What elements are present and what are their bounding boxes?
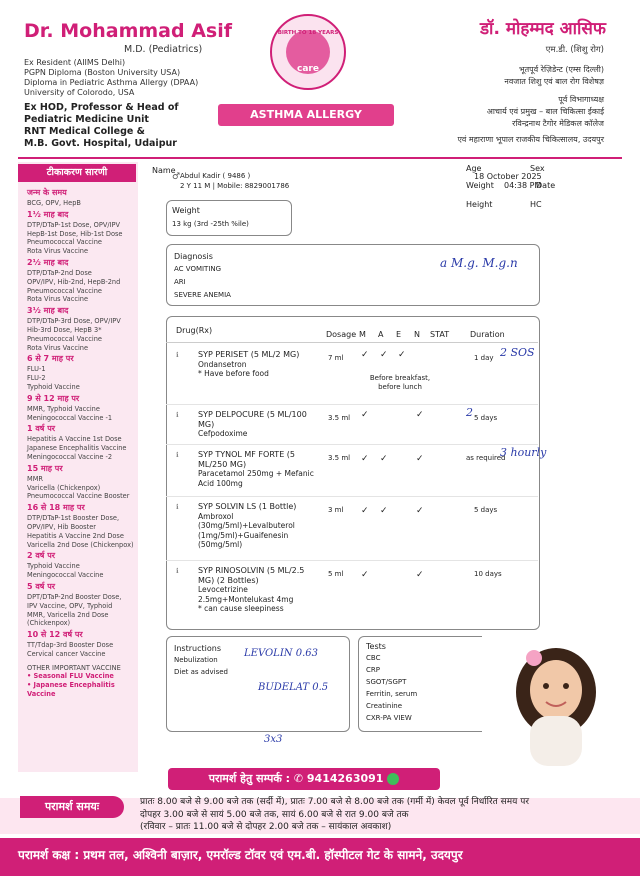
rx-duration: 1 day bbox=[474, 354, 494, 362]
weight-value: 13 kg (3rd -25th %ile) bbox=[172, 220, 249, 228]
rx-drug-detail: Ambroxol bbox=[198, 511, 234, 521]
schedule-item: OPV/IPV, Hib Booster bbox=[27, 522, 96, 531]
schedule-item: OPV/IPV, Hib-2nd, HepB-2nd bbox=[27, 277, 121, 286]
schedule-heading: जन्म के समय bbox=[27, 188, 67, 197]
other-vaccine-heading: OTHER IMPORTANT VACCINE bbox=[27, 663, 121, 672]
rx-item bbox=[198, 566, 314, 614]
schedule-item: DTP/DTaP-1st Booster Dose, bbox=[27, 514, 120, 523]
diagnosis-item: ARI bbox=[174, 278, 186, 286]
rx-dose: 7 ml bbox=[328, 354, 344, 362]
timing-line: प्रातः 8.00 बजे से 9.00 बजे तक (सर्दी में), प्रातः 7.00 बजे से 8.00 बजे तक (गर्मी में) केवल पूर्व निर्धारित समय पर bbox=[140, 797, 530, 807]
test-item: Creatinine bbox=[366, 702, 403, 710]
rx-drug-detail: Paracetamol 250mg + Mefanic bbox=[198, 469, 314, 478]
instructions-label: Instructions bbox=[174, 644, 221, 653]
qual-line: University of Colorodo, USA bbox=[24, 88, 135, 97]
schedule-item: Typhoid Vaccine bbox=[27, 562, 80, 571]
rx-bullet: ℹ bbox=[176, 567, 179, 575]
rx-row-divider bbox=[166, 560, 538, 561]
rx-drug-name: SYP TYNOL MF FORTE (5 ML/250 MG) bbox=[198, 450, 296, 469]
date-label: Date bbox=[536, 181, 556, 190]
schedule-heading: 16 से 18 माह पर bbox=[27, 503, 85, 513]
visit-time: 04:38 PM bbox=[504, 181, 542, 190]
schedule-item: IPV Vaccine, OPV, Typhoid bbox=[27, 601, 113, 610]
check-icon: ✓ bbox=[416, 410, 424, 420]
schedule-item: Hepatitis A Vaccine 2nd Dose bbox=[27, 531, 124, 540]
schedule-item: Meningococcal Vaccine -2 bbox=[27, 452, 113, 461]
rx-duration: as required bbox=[466, 454, 506, 462]
patient-name: Abdul Kadir ( 9486 ) bbox=[180, 172, 251, 180]
rx-item bbox=[198, 450, 314, 488]
hi-line: आचार्य एवं प्रमुख – बाल चिकित्सा ईकाई bbox=[486, 107, 604, 116]
height-label: Height bbox=[466, 200, 493, 209]
patient-details: 2 Y 11 M | Mobile: 8829001786 bbox=[180, 182, 290, 190]
test-item: SGOT/SGPT bbox=[366, 678, 407, 686]
check-icon: ✓ bbox=[380, 350, 388, 360]
schedule-item: TT/Tdap-3rd Booster Dose bbox=[27, 641, 114, 650]
contact-phone[interactable]: 9414263091 bbox=[306, 772, 384, 785]
check-icon: ✓ bbox=[361, 570, 369, 580]
rx-header-e: E bbox=[396, 330, 402, 339]
whatsapp-icon bbox=[387, 773, 399, 785]
logo-top-text: BIRTH TO 18 YEARS bbox=[277, 30, 339, 36]
rx-drug-name: SYP DELPOCURE (5 ML/100 MG) bbox=[198, 410, 307, 429]
hi-line: रविन्द्रनाथ टैगोर मेडिकल कॉलेज bbox=[512, 119, 604, 128]
rx-header-n: N bbox=[414, 330, 420, 339]
rx-handwriting: 2 SOS bbox=[500, 346, 535, 359]
rx-bullet: ℹ bbox=[176, 451, 179, 459]
sidebar-title: टीकाकरण सारणी bbox=[18, 164, 136, 182]
schedule-item: Varicella 2nd Dose (Chickenpox) bbox=[27, 540, 134, 549]
test-item: CRP bbox=[366, 666, 380, 674]
clinic-location: परामर्श कक्ष : प्रथम तल, अश्विनी बाज़ार, एमरॉल्ड टॉवर एवं एम.बी. हॉस्पीटल गेट के सामने, उदयपुर bbox=[18, 848, 463, 862]
instruction-handwriting: 3x3 bbox=[264, 734, 283, 745]
schedule-heading: 2 वर्ष पर bbox=[27, 551, 56, 561]
check-icon: ✓ bbox=[361, 506, 369, 516]
rx-header-duration: Duration bbox=[470, 330, 505, 339]
schedule-heading: 3½ माह बाद bbox=[27, 306, 69, 316]
schedule-item: DTP/DTaP-1st Dose, OPV/IPV bbox=[27, 220, 121, 229]
hi-line: एवं महाराणा भूपाल राजकीय चिकित्सालय, उदयपुर bbox=[457, 135, 604, 144]
rx-header-dosage: Dosage bbox=[326, 330, 357, 339]
diagnosis-item: AC VOMITING bbox=[174, 265, 222, 273]
rx-header-stat: STAT bbox=[430, 330, 450, 339]
hi-line: भूतपूर्व रेज़िडेन्ट (एम्स दिल्ली) bbox=[518, 65, 604, 74]
timing-label: परामर्श समयः bbox=[20, 796, 124, 818]
header-divider bbox=[18, 157, 622, 159]
schedule-item: Meningococcal Vaccine -1 bbox=[27, 413, 113, 422]
schedule-item: DTP/DTaP-2nd Dose bbox=[27, 268, 92, 277]
schedule-item: HepB-1st Dose, Hib-1st Dose bbox=[27, 229, 123, 238]
instruction-item: Nebulization bbox=[174, 656, 218, 664]
rx-duration: 5 days bbox=[474, 414, 498, 422]
rx-drug-detail: Acid 100mg bbox=[198, 478, 243, 488]
weight-label: Weight bbox=[466, 181, 494, 190]
check-icon: ✓ bbox=[380, 454, 388, 464]
diagnosis-item: SEVERE ANEMIA bbox=[174, 291, 231, 299]
instruction-handwriting: BUDELAT 0.5 bbox=[258, 682, 329, 693]
rx-item bbox=[198, 350, 314, 379]
rx-dose: 3.5 ml bbox=[328, 454, 351, 462]
doctor-name-hi: डॉ. मोहम्मद आसिफ bbox=[479, 19, 606, 39]
schedule-item: DTP/DTaP-3rd Dose, OPV/IPV bbox=[27, 317, 121, 326]
rx-drug-detail: * Have before food bbox=[198, 369, 269, 378]
schedule-heading: 9 से 12 माह पर bbox=[27, 393, 80, 403]
schedule-item: MMR, Typhoid Vaccine bbox=[27, 404, 100, 413]
position-line: M.B. Govt. Hospital, Udaipur bbox=[24, 138, 177, 149]
rx-drug-name: SYP PERISET (5 ML/2 MG) bbox=[198, 350, 300, 359]
check-icon: ✓ bbox=[361, 410, 369, 420]
degree-en: M.D. (Pediatrics) bbox=[124, 44, 203, 55]
schedule-item: Meningococcal Vaccine bbox=[27, 571, 104, 580]
position-line: Pediatric Medicine Unit bbox=[24, 114, 149, 125]
schedule-heading: 10 से 12 वर्ष पर bbox=[27, 630, 83, 640]
schedule-item: Rota Virus Vaccine bbox=[27, 343, 89, 352]
rx-drug-name: SYP RINOSOLVIN (5 ML/2.5 MG) (2 Bottles) bbox=[198, 566, 305, 585]
schedule-item: Rota Virus Vaccine bbox=[27, 295, 89, 304]
schedule-item: Typhoid Vaccine bbox=[27, 382, 80, 391]
position-line: Ex HOD, Professor & Head of bbox=[24, 102, 179, 113]
child-photo bbox=[482, 630, 622, 766]
rx-duration: 10 days bbox=[474, 570, 502, 578]
sex-label: Sex bbox=[530, 164, 545, 173]
schedule-item: DPT/DTaP-2nd Booster Dose, bbox=[27, 592, 122, 601]
clinic-logo bbox=[270, 14, 346, 90]
rx-header-drug: Drug(Rx) bbox=[176, 326, 213, 335]
timing-line: (रविवार – प्रातः 11.00 बजे से दोपहर 2.00 बजे तक – सायंकाल अवकाश) bbox=[140, 822, 392, 832]
other-vaccine-item: • Japanese Encephalitis Vaccine bbox=[27, 681, 115, 699]
schedule-item: Cervical cancer Vaccine bbox=[27, 649, 106, 658]
schedule-item: FLU-2 bbox=[27, 374, 46, 383]
schedule-item: Pneumococcal Vaccine bbox=[27, 334, 102, 343]
rx-duration: 5 days bbox=[474, 506, 498, 514]
rx-dose: 5 ml bbox=[328, 570, 344, 578]
rx-bullet: ℹ bbox=[176, 503, 179, 511]
schedule-item: Pneumococcal Vaccine bbox=[27, 238, 102, 247]
age-label: Age bbox=[466, 164, 482, 173]
rx-bullet: ℹ bbox=[176, 411, 179, 419]
rx-dose: 3.5 ml bbox=[328, 414, 351, 422]
schedule-item: Pneumococcal Vaccine bbox=[27, 286, 102, 295]
diagnosis-handwriting: a M.g. M.g.n bbox=[440, 256, 518, 270]
rx-handwriting: 3 hourly bbox=[500, 446, 547, 459]
position-line: RNT Medical College & bbox=[24, 126, 145, 137]
name-label: Name bbox=[152, 166, 176, 175]
rx-row-divider bbox=[166, 444, 538, 445]
schedule-heading: 1 वर्ष पर bbox=[27, 424, 56, 434]
contact-label: परामर्श हेतु सम्पर्क : bbox=[208, 772, 290, 785]
rx-drug-detail: 2.5mg+Montelukast 4mg bbox=[198, 594, 294, 604]
rx-dose: 3 ml bbox=[328, 506, 344, 514]
rx-drug-detail: Levocetrizine bbox=[198, 585, 248, 594]
rx-drug-detail: Cefpodoxime bbox=[198, 429, 248, 438]
rx-timing-note: Before breakfast, before lunch bbox=[369, 374, 431, 391]
check-icon: ✓ bbox=[416, 506, 424, 516]
weight-box-label: Weight bbox=[172, 206, 200, 215]
schedule-heading: 1½ माह बाद bbox=[27, 209, 69, 219]
schedule-heading: 15 माह पर bbox=[27, 463, 63, 473]
tests-label: Tests bbox=[366, 642, 386, 651]
contact-bar bbox=[168, 768, 440, 790]
schedule-item: Japanese Encephalitis Vaccine bbox=[27, 444, 127, 453]
timing-line: दोपहर 3.00 बजे से सायं 5.00 बजे तक, सायं 6.00 बजे से रात 9.00 बजे तक bbox=[140, 809, 409, 820]
test-item: CBC bbox=[366, 654, 381, 662]
rx-row-divider bbox=[166, 404, 538, 405]
other-vaccine-item: • Seasonal FLU Vaccine bbox=[27, 672, 114, 681]
check-icon: ✓ bbox=[361, 350, 369, 360]
timing-text bbox=[140, 796, 610, 834]
qual-line: Diploma in Pediatric Asthma Allergy (DPAA) bbox=[24, 78, 199, 87]
check-icon: ✓ bbox=[361, 454, 369, 464]
schedule-heading: 2½ माह बाद bbox=[27, 257, 69, 267]
rx-drug-detail: (50mg/5ml) bbox=[198, 540, 243, 549]
schedule-item: Pneumococcal Vaccine Booster bbox=[27, 492, 130, 501]
rx-drug-detail: (30mg/5ml)+Levalbuterol bbox=[198, 521, 295, 530]
rx-drug-detail: Ondansetron bbox=[198, 359, 247, 369]
diagnosis-label: Diagnosis bbox=[174, 252, 213, 261]
vaccination-schedule bbox=[27, 186, 137, 699]
schedule-item: Rota Virus Vaccine bbox=[27, 247, 89, 256]
rx-item bbox=[198, 410, 314, 439]
schedule-item: BCG, OPV, HepB bbox=[27, 199, 81, 207]
schedule-item: Hib-3rd Dose, HepB 3* bbox=[27, 325, 102, 334]
hc-label: HC bbox=[530, 200, 542, 209]
rx-header-a: A bbox=[378, 330, 384, 339]
rx-drug-detail: (1mg/5ml)+Guaifenesin bbox=[198, 530, 289, 540]
schedule-item: (Chickenpox) bbox=[27, 619, 71, 628]
doctor-name-en: Dr. Mohammad Asif bbox=[24, 20, 232, 42]
test-item: CXR-PA VIEW bbox=[366, 714, 412, 722]
schedule-item: MMR bbox=[27, 474, 43, 483]
rx-drug-name: SYP SOLVIN LS (1 Bottle) bbox=[198, 502, 297, 511]
rx-drug-detail: * can cause sleepiness bbox=[198, 604, 284, 613]
logo-word: care bbox=[297, 64, 319, 74]
schedule-item: Hepatitis A Vaccine 1st Dose bbox=[27, 435, 122, 444]
rx-header-m: M bbox=[359, 330, 366, 339]
rx-item bbox=[198, 502, 314, 550]
schedule-item: MMR, Varicella 2nd Dose bbox=[27, 610, 109, 619]
phone-icon: ✆ bbox=[293, 772, 304, 785]
visit-date: 18 October 2025 bbox=[474, 172, 542, 181]
rx-handwriting: 2 bbox=[466, 406, 473, 419]
check-icon: ✓ bbox=[416, 570, 424, 580]
check-icon: ✓ bbox=[398, 350, 406, 360]
rx-header-divider bbox=[166, 342, 538, 343]
rx-row-divider bbox=[166, 496, 538, 497]
instruction-handwriting: LEVOLIN 0.63 bbox=[244, 648, 318, 659]
hi-line: नवजात शिशु एवं बाल रोग विशेषज्ञ bbox=[504, 77, 604, 86]
schedule-item: FLU-1 bbox=[27, 365, 46, 374]
male-icon: ♂ bbox=[172, 172, 181, 182]
check-icon: ✓ bbox=[416, 454, 424, 464]
degree-hi: एम.डी. (शिशु रोग) bbox=[545, 45, 604, 55]
hi-line: पूर्व विभागाध्यक्ष bbox=[558, 95, 604, 104]
test-item: Ferritin, serum bbox=[366, 690, 418, 698]
schedule-heading: 6 से 7 माह पर bbox=[27, 354, 74, 364]
rx-bullet: ℹ bbox=[176, 351, 179, 359]
check-icon: ✓ bbox=[380, 506, 388, 516]
schedule-heading: 5 वर्ष पर bbox=[27, 581, 56, 591]
instruction-item: Diet as advised bbox=[174, 668, 228, 676]
qual-line: PGPN Diploma (Boston University USA) bbox=[24, 68, 181, 77]
specialist-badge: ASTHMA ALLERGY SPECIALIST bbox=[218, 104, 394, 126]
qual-line: Ex Resident (AIIMS Delhi) bbox=[24, 58, 126, 67]
schedule-item: Varicella (Chickenpox) bbox=[27, 483, 101, 492]
